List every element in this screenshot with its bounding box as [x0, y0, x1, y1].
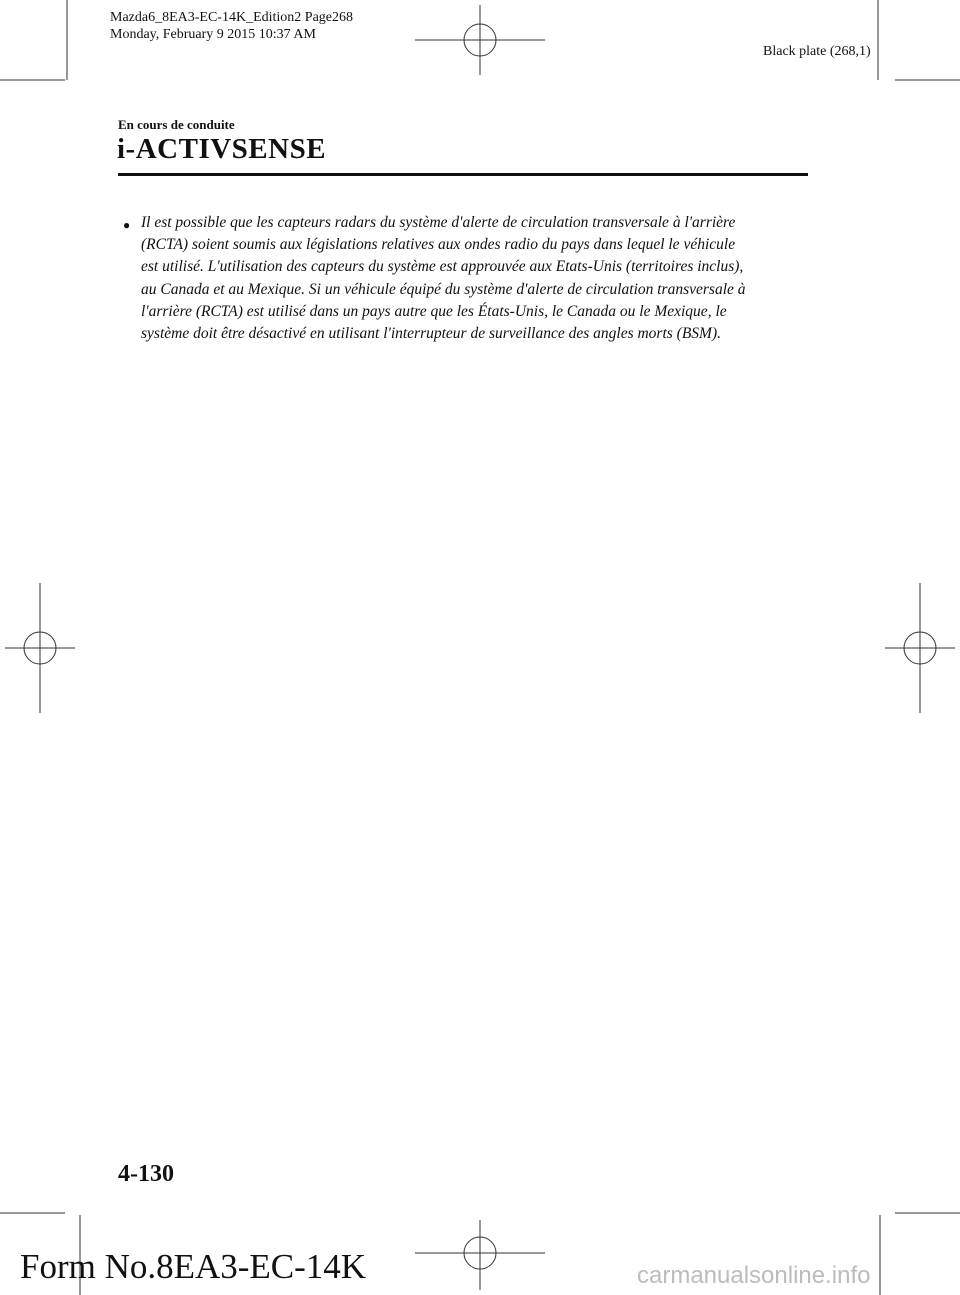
paragraph-line: système doit être désactivé en utilisant l'interrupteur de surveillance des angles morts (BSM). — [141, 325, 721, 343]
plate-label: Black plate (268,1) — [763, 44, 871, 59]
bullet-icon: ● — [123, 218, 131, 232]
print-timestamp: Monday, February 9 2015 10:37 AM — [110, 27, 316, 42]
paragraph-line: au Canada et au Mexique. Si un véhicule équipé du système d'alerte de circulation transversale à — [141, 280, 746, 298]
watermark: carmanualsonline.info — [637, 1262, 871, 1289]
paragraph-line: est utilisé. L'utilisation des capteurs du système est approuvée aux Etats-Unis (territoires inclus), — [141, 258, 744, 276]
paragraph-line: Il est possible que les capteurs radars du système d'alerte de circulation transversale à l'arrière — [141, 214, 736, 231]
registration-mark-left — [5, 583, 75, 713]
page-number: 4-130 — [118, 1161, 174, 1187]
paragraph-line: l'arrière (RCTA) est utilisé dans un pays autre que les États-Unis, le Canada ou le Mexique, le — [141, 302, 727, 320]
print-job-name: Mazda6_8EA3-EC-14K_Edition2 Page268 — [110, 10, 354, 25]
registration-mark-bottom — [415, 1220, 545, 1290]
title-rule — [118, 173, 808, 176]
registration-mark-right — [885, 583, 955, 713]
paragraph-line: (RCTA) soient soumis aux législations relatives aux ondes radio du pays dans lequel le véhicule — [141, 236, 736, 254]
body-paragraph — [141, 212, 816, 345]
page-title: i-ACTIVSENSE — [117, 133, 327, 165]
section-label: En cours de conduite — [118, 117, 235, 132]
form-number: Form No.8EA3-EC-14K — [20, 1247, 367, 1286]
registration-mark-top — [415, 5, 545, 75]
